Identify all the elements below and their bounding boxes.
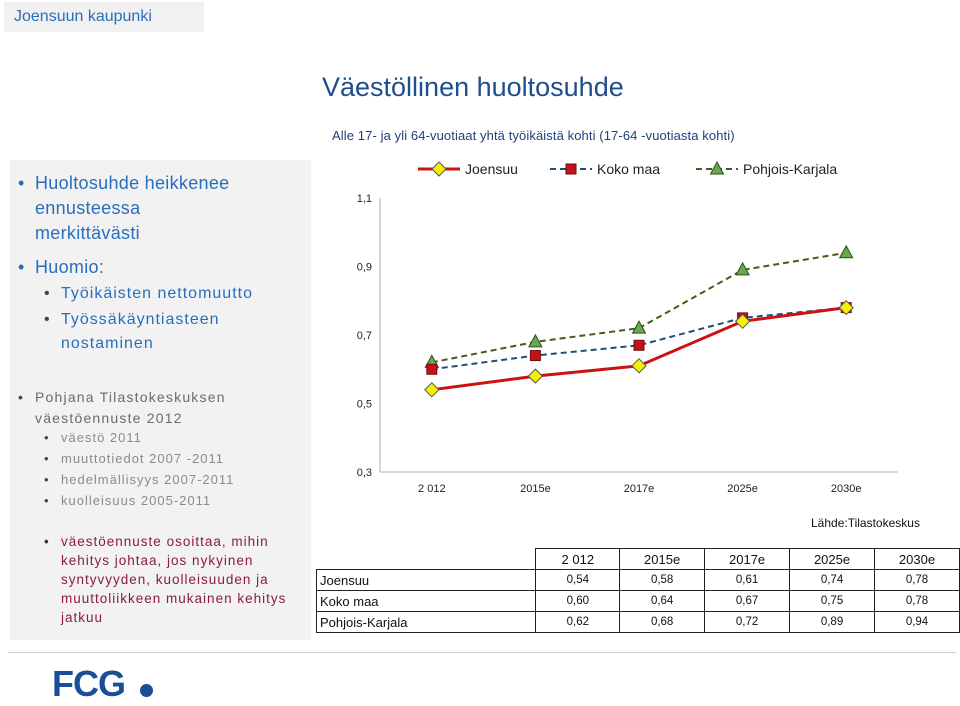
data-point-square — [634, 340, 644, 350]
table-cell: 0,74 — [790, 570, 875, 591]
table-col-header: 2015e — [620, 549, 705, 570]
table-cell: 0,54 — [536, 570, 620, 591]
bullet-line: • Työssäkäyntiasteen — [61, 311, 220, 328]
table-col-header: 2017e — [705, 549, 790, 570]
data-point-diamond — [632, 359, 646, 373]
x-tick-label: 2015e — [520, 483, 551, 495]
data-point-diamond — [425, 383, 439, 397]
data-table — [316, 548, 960, 633]
note-line: kehitys johtaa, jos nykyinen — [61, 553, 254, 568]
source-item-kuolleisuus: • kuolleisuus 2005-2011 — [61, 490, 211, 511]
data-point-square — [427, 364, 437, 374]
table-cell: 0,62 — [536, 612, 620, 633]
note-line: syntyvyyden, kuolleisuuden ja — [61, 572, 269, 587]
data-point-square — [530, 351, 540, 361]
org-name: Joensuun kaupunki — [14, 8, 152, 25]
data-point-diamond — [528, 369, 542, 383]
table-row — [317, 570, 960, 591]
table-col-header: 2030e — [875, 549, 960, 570]
legend-label: Koko maa — [597, 161, 661, 177]
table-cell: 0,75 — [790, 591, 875, 612]
data-point-triangle — [840, 246, 853, 258]
table-corner — [317, 549, 536, 570]
y-tick-label: 1,1 — [356, 193, 372, 205]
table-cell: 0,61 — [705, 570, 790, 591]
note-line: • väestöennuste osoittaa, mihin — [61, 534, 269, 549]
table-cell: 0,64 — [620, 591, 705, 612]
note-line: muuttoliikkeen mukainen kehitys — [61, 591, 287, 606]
slide-title: Väestöllinen huoltosuhde — [322, 72, 624, 102]
fcg-logo: FCG — [52, 663, 125, 704]
bullet-line: ennusteessa — [35, 198, 141, 218]
source-item-muuttotiedot: • muuttotiedot 2007 -2011 — [61, 448, 224, 469]
table-header-row — [317, 549, 960, 570]
y-tick-label: 0,7 — [356, 330, 372, 342]
source-item-vaesto: • väestö 2011 — [61, 427, 142, 448]
table-cell: 0,67 — [705, 591, 790, 612]
table-col-header: 2 012 — [536, 549, 620, 570]
note-line: jatkuu — [61, 610, 104, 625]
y-tick-label: 0,3 — [356, 467, 372, 479]
table-cell: 0,58 — [620, 570, 705, 591]
chart-subtitle: Alle 17- ja yli 64-vuotiaat yhtä työikäistä kohti (17-64 -vuotiasta kohti) — [332, 128, 735, 143]
line-chart — [318, 150, 958, 510]
row-label: Pohjois-Karjala — [317, 612, 536, 633]
table-cell: 0,68 — [620, 612, 705, 633]
data-point-diamond — [432, 162, 446, 176]
bullet-line: merkittävästi — [35, 223, 140, 243]
table-cell: 0,78 — [875, 591, 960, 612]
row-label: Joensuu — [317, 570, 536, 591]
footer-divider — [8, 652, 956, 653]
note-bullet — [61, 532, 286, 627]
row-label: Koko maa — [317, 591, 536, 612]
bullet-huomio: • Huomio: — [35, 255, 104, 280]
table-cell: 0,72 — [705, 612, 790, 633]
x-tick-label: 2030e — [830, 483, 862, 495]
bullet-line: väestöennuste 2012 — [35, 410, 183, 426]
bullet-huoltosuhde — [35, 171, 229, 246]
table-cell: 0,78 — [875, 570, 960, 591]
table-cell: 0,89 — [790, 612, 875, 633]
legend-label: Pohjois-Karjala — [743, 161, 838, 177]
x-tick-label: 2025e — [727, 483, 758, 495]
y-tick-label: 0,5 — [356, 398, 372, 411]
bullet-line: • Huoltosuhde heikkenee — [35, 173, 230, 193]
y-tick-label: 0,9 — [356, 261, 372, 274]
table-col-header: 2025e — [790, 549, 875, 570]
x-tick-label: 2017e — [623, 483, 655, 495]
table-cell: 0,60 — [536, 591, 620, 612]
legend-label: Joensuu — [465, 161, 518, 177]
bullet-line: nostaminen — [61, 335, 154, 352]
table-cell: 0,94 — [875, 612, 960, 633]
source-item-hedelmallisyys: • hedelmällisyys 2007-2011 — [61, 469, 234, 490]
x-tick-label: 2 012 — [418, 483, 446, 495]
table-row — [317, 591, 960, 612]
chart-source: Lähde:Tilastokeskus — [811, 516, 920, 530]
bullet-pohjana — [35, 387, 226, 429]
logo-dot — [140, 684, 153, 697]
table-row — [317, 612, 960, 633]
bullet-line: • Pohjana Tilastokeskuksen — [35, 389, 226, 405]
data-point-triangle — [633, 321, 646, 333]
data-point-square — [566, 164, 576, 174]
sub-bullet-nettomuutto: • Työikäisten nettomuutto — [61, 282, 253, 306]
sub-bullet-tyossakayntiaste — [61, 308, 220, 356]
